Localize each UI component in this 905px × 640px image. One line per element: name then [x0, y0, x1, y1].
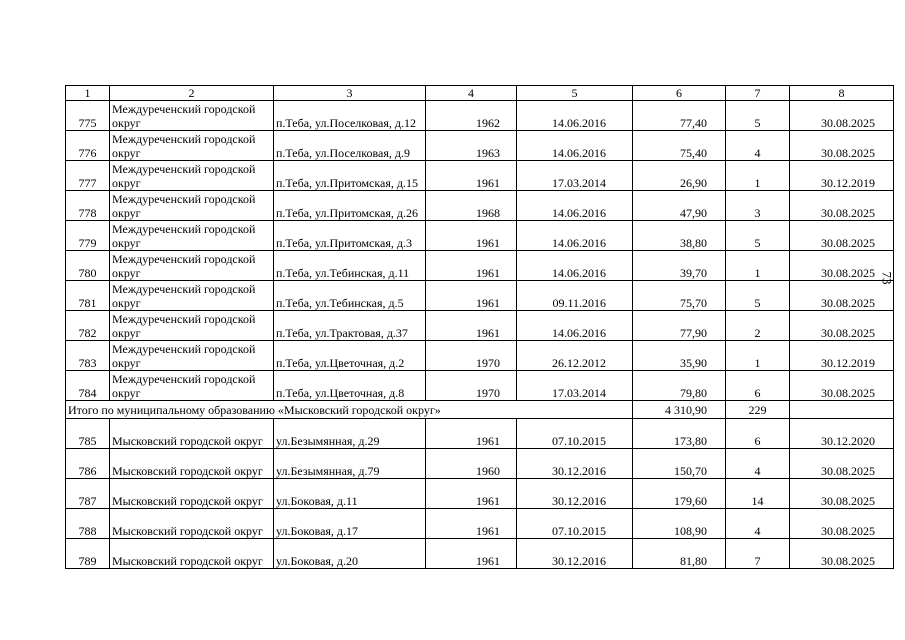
total-label: Итого по муниципальному образованию «Мысковский городской округ»	[66, 401, 633, 419]
deadline-cell: 30.08.2025	[790, 311, 894, 341]
municipality-cell: Мысковский городской округ	[110, 509, 274, 539]
date-cell: 07.10.2015	[517, 419, 633, 449]
municipality-cell: Междуреченский городской округ	[110, 371, 274, 401]
total-count: 229	[726, 401, 790, 419]
count-cell: 5	[726, 101, 790, 131]
table-row	[66, 371, 894, 401]
area-cell: 75,70	[633, 281, 726, 311]
date-cell: 30.12.2016	[517, 479, 633, 509]
column-number-row	[66, 86, 894, 101]
municipality-cell: Междуреченский городской округ	[110, 131, 274, 161]
deadline-cell: 30.08.2025	[790, 101, 894, 131]
table-row	[66, 131, 894, 161]
municipality-cell: Мысковский городской округ	[110, 539, 274, 569]
year-cell: 1961	[426, 311, 517, 341]
municipality-cell: Междуреченский городской округ	[110, 341, 274, 371]
row-number: 787	[66, 479, 110, 509]
count-cell: 3	[726, 191, 790, 221]
deadline-cell: 30.08.2025	[790, 371, 894, 401]
deadline-cell: 30.08.2025	[790, 509, 894, 539]
total-row	[66, 401, 894, 419]
area-cell: 47,90	[633, 191, 726, 221]
date-cell: 07.10.2015	[517, 509, 633, 539]
address-cell: п.Теба, ул.Тебинская, д.5	[274, 281, 426, 311]
date-cell: 14.06.2016	[517, 101, 633, 131]
date-cell: 14.06.2016	[517, 311, 633, 341]
date-cell: 17.03.2014	[517, 371, 633, 401]
column-number: 4	[426, 86, 517, 101]
date-cell: 30.12.2016	[517, 539, 633, 569]
column-number: 5	[517, 86, 633, 101]
area-cell: 108,90	[633, 509, 726, 539]
count-cell: 1	[726, 161, 790, 191]
total-area: 4 310,90	[633, 401, 726, 419]
row-number: 789	[66, 539, 110, 569]
column-number: 7	[726, 86, 790, 101]
table-row	[66, 539, 894, 569]
table-row	[66, 449, 894, 479]
year-cell: 1963	[426, 131, 517, 161]
count-cell: 2	[726, 311, 790, 341]
row-number: 782	[66, 311, 110, 341]
count-cell: 4	[726, 131, 790, 161]
year-cell: 1961	[426, 161, 517, 191]
year-cell: 1960	[426, 449, 517, 479]
housing-table	[65, 85, 894, 569]
year-cell: 1962	[426, 101, 517, 131]
table-row	[66, 341, 894, 371]
municipality-cell: Междуреченский городской округ	[110, 311, 274, 341]
date-cell: 14.06.2016	[517, 131, 633, 161]
table-row	[66, 191, 894, 221]
deadline-cell: 30.08.2025	[790, 191, 894, 221]
column-number: 1	[66, 86, 110, 101]
row-number: 784	[66, 371, 110, 401]
year-cell: 1961	[426, 509, 517, 539]
count-cell: 14	[726, 479, 790, 509]
row-number: 785	[66, 419, 110, 449]
row-number: 786	[66, 449, 110, 479]
row-number: 776	[66, 131, 110, 161]
table-row	[66, 479, 894, 509]
address-cell: п.Теба, ул.Цветочная, д.2	[274, 341, 426, 371]
area-cell: 26,90	[633, 161, 726, 191]
table-row	[66, 101, 894, 131]
municipality-cell: Мысковский городской округ	[110, 479, 274, 509]
count-cell: 1	[726, 251, 790, 281]
count-cell: 4	[726, 449, 790, 479]
deadline-cell: 30.08.2025	[790, 449, 894, 479]
municipality-cell: Мысковский городской округ	[110, 449, 274, 479]
address-cell: ул.Безымянная, д.79	[274, 449, 426, 479]
row-number: 788	[66, 509, 110, 539]
year-cell: 1968	[426, 191, 517, 221]
deadline-cell: 30.08.2025	[790, 479, 894, 509]
address-cell: ул.Боковая, д.11	[274, 479, 426, 509]
address-cell: п.Теба, ул.Тебинская, д.11	[274, 251, 426, 281]
row-number: 778	[66, 191, 110, 221]
deadline-cell: 30.12.2020	[790, 419, 894, 449]
area-cell: 79,80	[633, 371, 726, 401]
year-cell: 1961	[426, 251, 517, 281]
area-cell: 150,70	[633, 449, 726, 479]
deadline-cell: 30.08.2025	[790, 131, 894, 161]
date-cell: 30.12.2016	[517, 449, 633, 479]
address-cell: п.Теба, ул.Поселковая, д.12	[274, 101, 426, 131]
address-cell: ул.Безымянная, д.29	[274, 419, 426, 449]
count-cell: 5	[726, 281, 790, 311]
year-cell: 1970	[426, 371, 517, 401]
area-cell: 179,60	[633, 479, 726, 509]
date-cell: 26.12.2012	[517, 341, 633, 371]
year-cell: 1961	[426, 419, 517, 449]
municipality-cell: Мысковский городской округ	[110, 419, 274, 449]
address-cell: п.Теба, ул.Трактовая, д.37	[274, 311, 426, 341]
row-number: 779	[66, 221, 110, 251]
table-row	[66, 251, 894, 281]
municipality-cell: Междуреченский городской округ	[110, 281, 274, 311]
address-cell: п.Теба, ул.Притомская, д.26	[274, 191, 426, 221]
row-number: 777	[66, 161, 110, 191]
deadline-cell: 30.08.2025	[790, 281, 894, 311]
count-cell: 1	[726, 341, 790, 371]
year-cell: 1961	[426, 281, 517, 311]
year-cell: 1961	[426, 479, 517, 509]
date-cell: 09.11.2016	[517, 281, 633, 311]
address-cell: ул.Боковая, д.20	[274, 539, 426, 569]
total-empty-cell	[790, 401, 894, 419]
municipality-cell: Междуреченский городской округ	[110, 191, 274, 221]
table-row	[66, 509, 894, 539]
address-cell: п.Теба, ул.Поселковая, д.9	[274, 131, 426, 161]
year-cell: 1961	[426, 221, 517, 251]
area-cell: 75,40	[633, 131, 726, 161]
column-number: 3	[274, 86, 426, 101]
count-cell: 6	[726, 371, 790, 401]
row-number: 775	[66, 101, 110, 131]
area-cell: 38,80	[633, 221, 726, 251]
row-number: 780	[66, 251, 110, 281]
deadline-cell: 30.12.2019	[790, 161, 894, 191]
table-body	[66, 86, 894, 569]
page-number: 73	[879, 271, 895, 285]
year-cell: 1961	[426, 539, 517, 569]
municipality-cell: Междуреченский городской округ	[110, 251, 274, 281]
count-cell: 6	[726, 419, 790, 449]
area-cell: 39,70	[633, 251, 726, 281]
deadline-cell: 30.12.2019	[790, 341, 894, 371]
area-cell: 77,40	[633, 101, 726, 131]
municipality-cell: Междуреченский городской округ	[110, 221, 274, 251]
column-number: 2	[110, 86, 274, 101]
count-cell: 5	[726, 221, 790, 251]
table-row	[66, 311, 894, 341]
deadline-cell: 30.08.2025	[790, 539, 894, 569]
address-cell: п.Теба, ул.Притомская, д.3	[274, 221, 426, 251]
count-cell: 7	[726, 539, 790, 569]
table-row	[66, 161, 894, 191]
address-cell: п.Теба, ул.Притомская, д.15	[274, 161, 426, 191]
area-cell: 173,80	[633, 419, 726, 449]
row-number: 783	[66, 341, 110, 371]
column-number: 8	[790, 86, 894, 101]
address-cell: п.Теба, ул.Цветочная, д.8	[274, 371, 426, 401]
area-cell: 81,80	[633, 539, 726, 569]
date-cell: 14.06.2016	[517, 191, 633, 221]
count-cell: 4	[726, 509, 790, 539]
row-number: 781	[66, 281, 110, 311]
date-cell: 14.06.2016	[517, 221, 633, 251]
address-cell: ул.Боковая, д.17	[274, 509, 426, 539]
date-cell: 17.03.2014	[517, 161, 633, 191]
municipality-cell: Междуреченский городской округ	[110, 161, 274, 191]
table-row	[66, 419, 894, 449]
year-cell: 1970	[426, 341, 517, 371]
deadline-cell: 30.08.2025	[790, 251, 894, 281]
area-cell: 35,90	[633, 341, 726, 371]
deadline-cell: 30.08.2025	[790, 221, 894, 251]
municipality-cell: Междуреченский городской округ	[110, 101, 274, 131]
column-number: 6	[633, 86, 726, 101]
table-row	[66, 281, 894, 311]
table-row	[66, 221, 894, 251]
area-cell: 77,90	[633, 311, 726, 341]
date-cell: 14.06.2016	[517, 251, 633, 281]
